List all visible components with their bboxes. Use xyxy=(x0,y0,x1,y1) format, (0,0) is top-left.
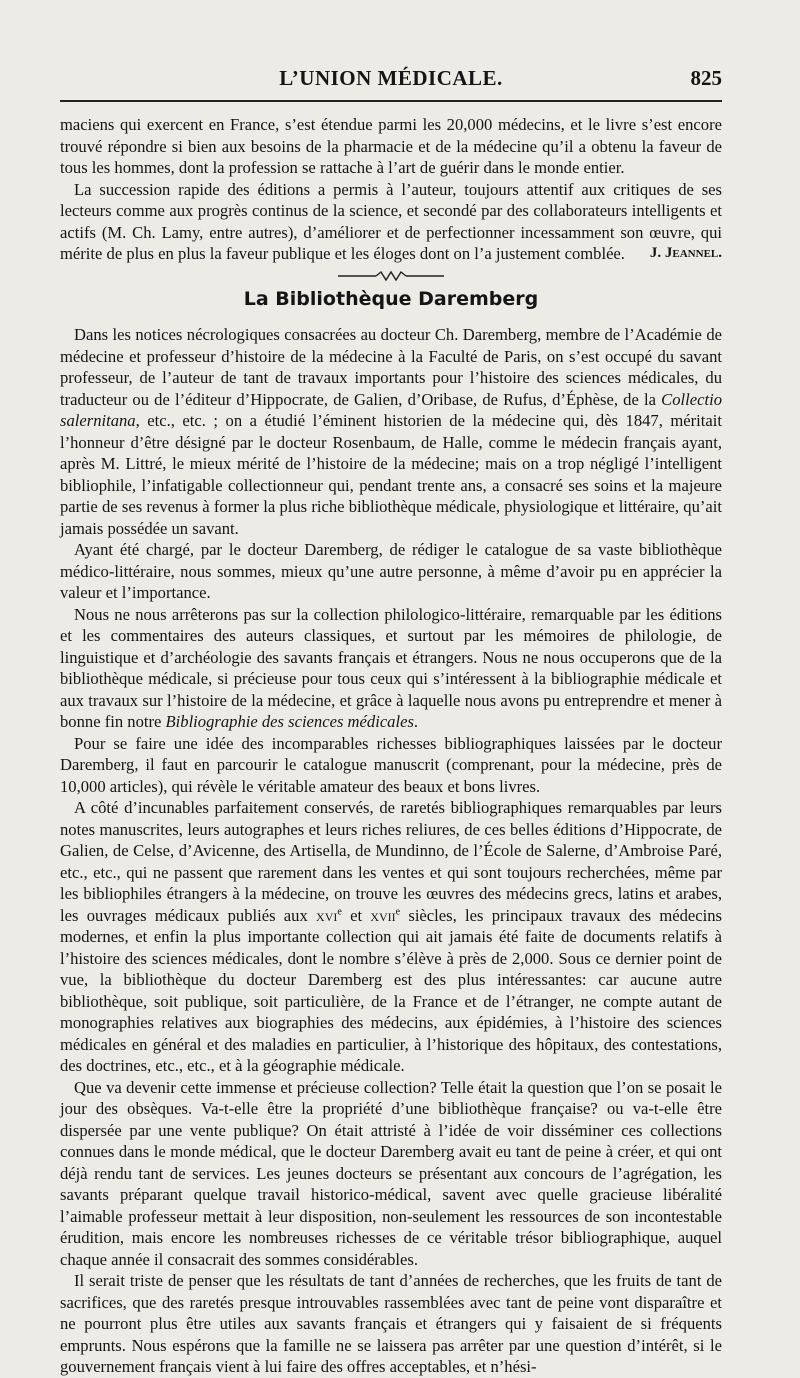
article-paragraph-5: A côté d’incunables parfaitement conservés, de raretés bibliographiques remarquables par leurs notes manuscrites, leurs autographes et leurs riches reliures, de ces belles éditions d’Hippocrate, de Galien, de Celse, d’Avicenne, des Artisella, de Mundinno, de l’École de Salerne, d’Ambroise Paré, etc., etc., qui ne passent que rarement dans les ventes et qui sont toujours recherchées, même par les bibliophiles étrangers à la médecine, on trouve les œuvres des médecins grecs, latins et arabes, les ouvrages médicaux publiés aux xvi$^e$ et xvii$^e$ siècles, les principaux travaux des médecins modernes, et enfin la plus importante collection qui ait jamais été faite de documents relatifs à l’histoire des sciences médicales, dont le nombre s’élève à près de 2,000. Sous ce dernier point de vue, la bibliothèque du docteur Daremberg est des plus intéressantes: car aucune autre bibliothèque, soit publique, soit particulière, de la France et de l’étranger, ne compte autant de monographies relatives aux biographies des médecins, aux épidémies, à l’histoire des sciences médicales en général et des maladies en particulier, à l’historique des hôpitaux, des contestations, des doctrines, etc., etc., et à la géographie médicale. xyxy=(60,798,722,1075)
page-number: 825 xyxy=(690,66,722,90)
article-paragraph-4: Pour se faire une idée des incomparables richesses bibliographiques laissées par le docteur Daremberg, il faut en parcourir le catalogue manuscrit (comprenant, pour la médecine, près de 10,000 articles), qui révèle le véritable amateur des beaux et bons livres. xyxy=(60,733,722,796)
article-paragraph-7: Il serait triste de penser que les résultats de tant d’années de recherches, que les fruits de tant de sacrifices, que des raretés presque introuvables rassemblées avec tant de peine vont disparaître et ne pourront plus être utiles aux savants français et étrangers qui y faisaient de si fréquents emprunts. Nous espérons que la famille ne se laissera pas arrêter par une question d’intérêt, si le gouvernement français vient à lui faire des offres acceptables, et n’hési- xyxy=(60,1271,722,1376)
article-paragraph-3: Nous ne nous arrêterons pas sur la collection philologico-littéraire, remarquable par les éditions et les commentaires des auteurs classiques, et surtout par les mémoires de philologie, de linguistique et d’archéologie des savants français et étrangers. Nous ne nous occuperons que de la bibliothèque médicale, si précieuse pour tous ceux qui s’intéressent à la bibliographie médicale et aux travaux sur l’histoire de la médecine, et grâce à laquelle nous avons pu entreprendre et mener à bonne fin notre Bibliographie des sciences médicales. xyxy=(60,604,722,731)
author-signature: J. Jeannel. xyxy=(649,245,722,261)
article-title: La Bibliothèque Daremberg xyxy=(243,287,539,310)
page-body xyxy=(60,114,722,1378)
intro-paragraph-2: La succession rapide des éditions a permis à l’auteur, toujours attentif aux critiques de ses lecteurs comme aux progrès continus de la science, et secondé par des collaborateurs intelligents et actifs (M. Ch. Lamy, entre autres), d’améliorer et de perfectionner incessamment son œuvre, qui mérite de plus en plus la faveur publique et les éloges dont on l’a justement comblée. xyxy=(60,179,722,263)
article-paragraph-1: Dans les notices nécrologiques consacrées au docteur Ch. Daremberg, membre de l’Académie de médecine et professeur d’histoire de la médecine à la Faculté de Paris, on s’est occupé du savant professeur, de l’auteur de tant de travaux importants pour l’histoire des sciences médicales, du traducteur ou de l’éditeur d’Hippocrate, de Galien, d’Oribase, de Rufus, d’Éphèse, de la Collectio salernitana, etc., etc. ; on a étudié l’éminent historien de la médecine qui, dès 1847, méritait l’honneur d’être désigné par le docteur Rosenbaum, de Halle, comme le médecin français ayant, après M. Littré, le mieux mérité de l’histoire de la médecine; mais on a trop négligé l’intelligent bibliophile, l’infatigable collectionneur qui, pendant trente ans, a consacré ses soins et la majeure partie de ses revenus à former la plus riche bibliothèque médicale, physiologique et littéraire, qu’ait jamais possédée un savant. xyxy=(60,325,722,538)
page-header xyxy=(60,66,722,102)
running-title: L’UNION MÉDICALE. xyxy=(279,66,503,90)
article-paragraph-6: Que va devenir cette immense et précieuse collection? Telle était la question que l’on se posait le jour des obsèques. Va-t-elle être la propriété d’une bibliothèque française? ou va-t-elle être dispersée par une vente publique? On était attristé à l’idée de voir disséminer ces collections connues dans le monde médical, que le docteur Daremberg avait eu tant de peine à créer, et qui ont déjà rendu tant de services. Les jeunes docteurs se présentant aux concours de l’agrégation, les savants préparant quelque travail historico-médical, savent avec quelle gracieuse libéralité l’aimable professeur mettait à leur disposition, non-seulement les ressources de son incontestable érudition, mais encore les nombreuses richesses de ce véritable trésor bibliographique, auquel chaque année il consacrait des sommes considérables. xyxy=(60,1077,722,1269)
ornament-divider xyxy=(336,269,446,283)
article-paragraph-2: Ayant été chargé, par le docteur Daremberg, de rédiger le catalogue de sa vaste bibliothèque médico-littéraire, nous sommes, mieux qu’une autre personne, à même d’avoir pu en apprécier la valeur et l’importance. xyxy=(60,540,722,602)
intro-paragraph-1: maciens qui exercent en France, s’est étendue parmi les 20,000 médecins, et le livre s’est encore trouvé répondre si bien aux besoins de la pharmacie et de la médecine qu’il a obtenu la faveur de tous les hommes, dont la profession se rattache à l’art de guérir dans le monde entier. xyxy=(60,115,722,177)
